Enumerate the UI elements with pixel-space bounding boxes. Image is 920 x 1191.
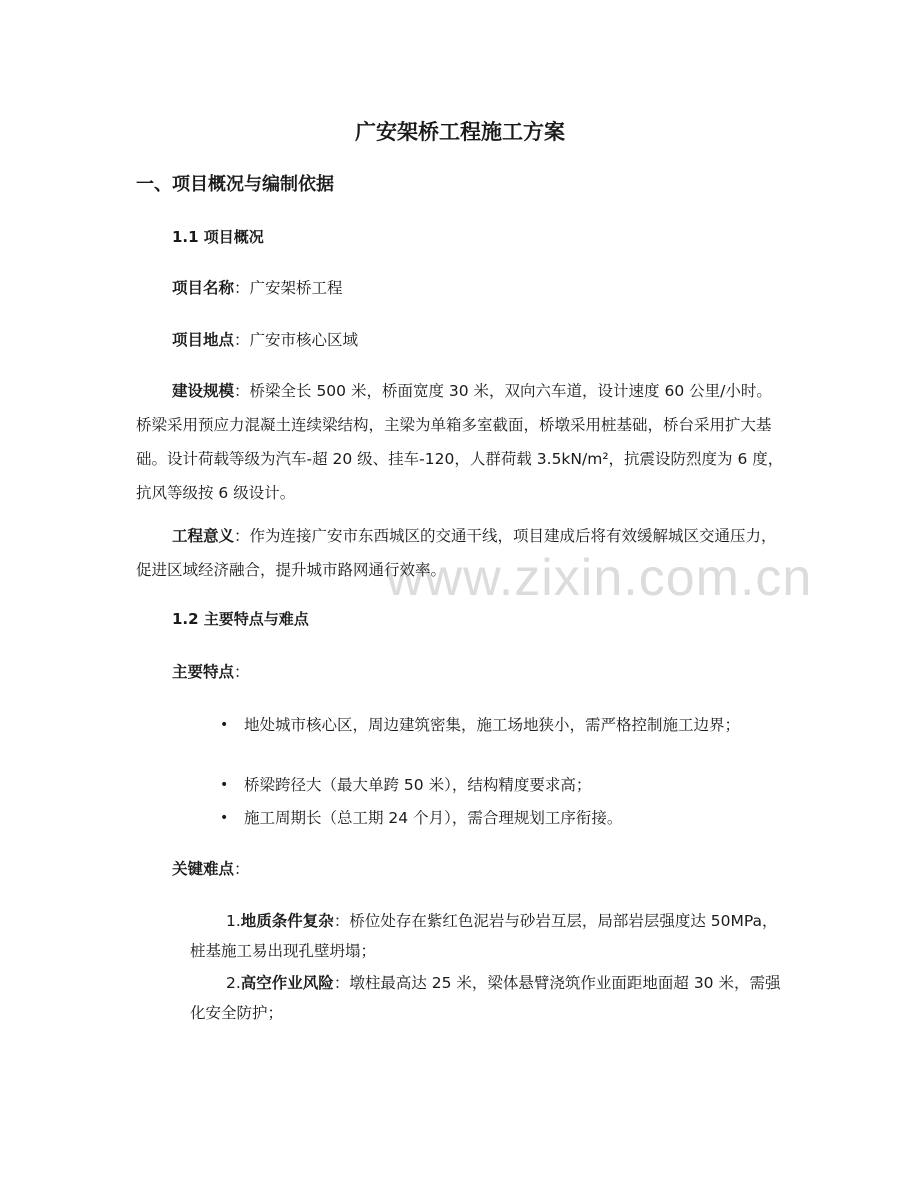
bullet-marker: • [220,810,229,826]
list-item-text: 桥梁跨径大（最大单跨 50 米），结构精度要求高； [244,776,592,794]
item-label: 地质条件复杂 [240,912,334,930]
subsection-heading-1-1: 1.1 项目概况 [172,228,264,246]
features-colon: ： [234,663,250,681]
item-number: 1. [226,912,241,930]
item-label: 高空作业风险 [240,974,334,992]
item-number: 2. [226,974,241,992]
list-item [190,770,786,800]
project-name-label: 项目名称 [172,279,235,297]
significance-label: 工程意义 [172,527,235,545]
section-heading-1: 一、项目概况与编制依据 [136,174,334,195]
document-title: 广安架桥工程施工方案 [355,120,565,144]
construction-scale-label: 建设规模 [172,382,235,400]
list-item-text: 施工周期长（总工期 24 个月），需合理规划工序衔接。 [244,809,623,827]
construction-scale-text: ：桥梁全长 500 米，桥面宽度 30 米，双向六车道，设计速度 60 公里/小时。桥梁采用预应力混凝土连续梁结构，主梁为单箱多室截面，桥墩采用桩基础，桥台采用扩大基础。设计荷载等级为汽车-超 20 级、挂车-120，人群荷载 3.5kN/m²，抗震设防烈度为 6 度，抗风等级按 6 级设计。 [136,382,784,502]
project-name-value: ：广安架桥工程 [234,279,343,297]
construction-scale-paragraph [136,374,786,510]
bullet-marker: • [220,717,229,733]
subsection-heading-1-2: 1.2 主要特点与难点 [172,610,309,628]
significance-text: ：作为连接广安市东西城区的交通干线，项目建成后将有效缓解城区交通压力，促进区域经济融合，提升城市路网通行效率。 [136,527,777,579]
bullet-marker: • [220,777,229,793]
features-label: 主要特点 [172,663,235,681]
project-name-line [172,274,343,302]
features-heading [172,658,250,686]
list-item-text: 地处城市核心区，周边建筑密集，施工场地狭小，需严格控制施工边界； [244,716,741,734]
numbered-item [190,968,786,1028]
numbered-item [190,906,786,966]
list-item [190,710,786,740]
difficulties-label: 关键难点 [172,860,235,878]
project-location-line [172,326,358,354]
list-item [190,803,786,833]
item-text: ：桥位处存在紫红色泥岩与砂岩互层，局部岩层强度达 50MPa，桩基施工易出现孔壁坍塌； [190,912,778,960]
difficulties-colon: ： [234,860,250,878]
project-location-label: 项目地点 [172,331,235,349]
project-location-value: ：广安市核心区域 [234,331,359,349]
difficulties-heading [172,855,250,883]
watermark: www.zixin.com.cn [386,549,813,607]
item-text: ：墩柱最高达 25 米，梁体悬臂浇筑作业面距地面超 30 米，需强化安全防护； [190,974,781,1022]
significance-paragraph [136,519,786,587]
